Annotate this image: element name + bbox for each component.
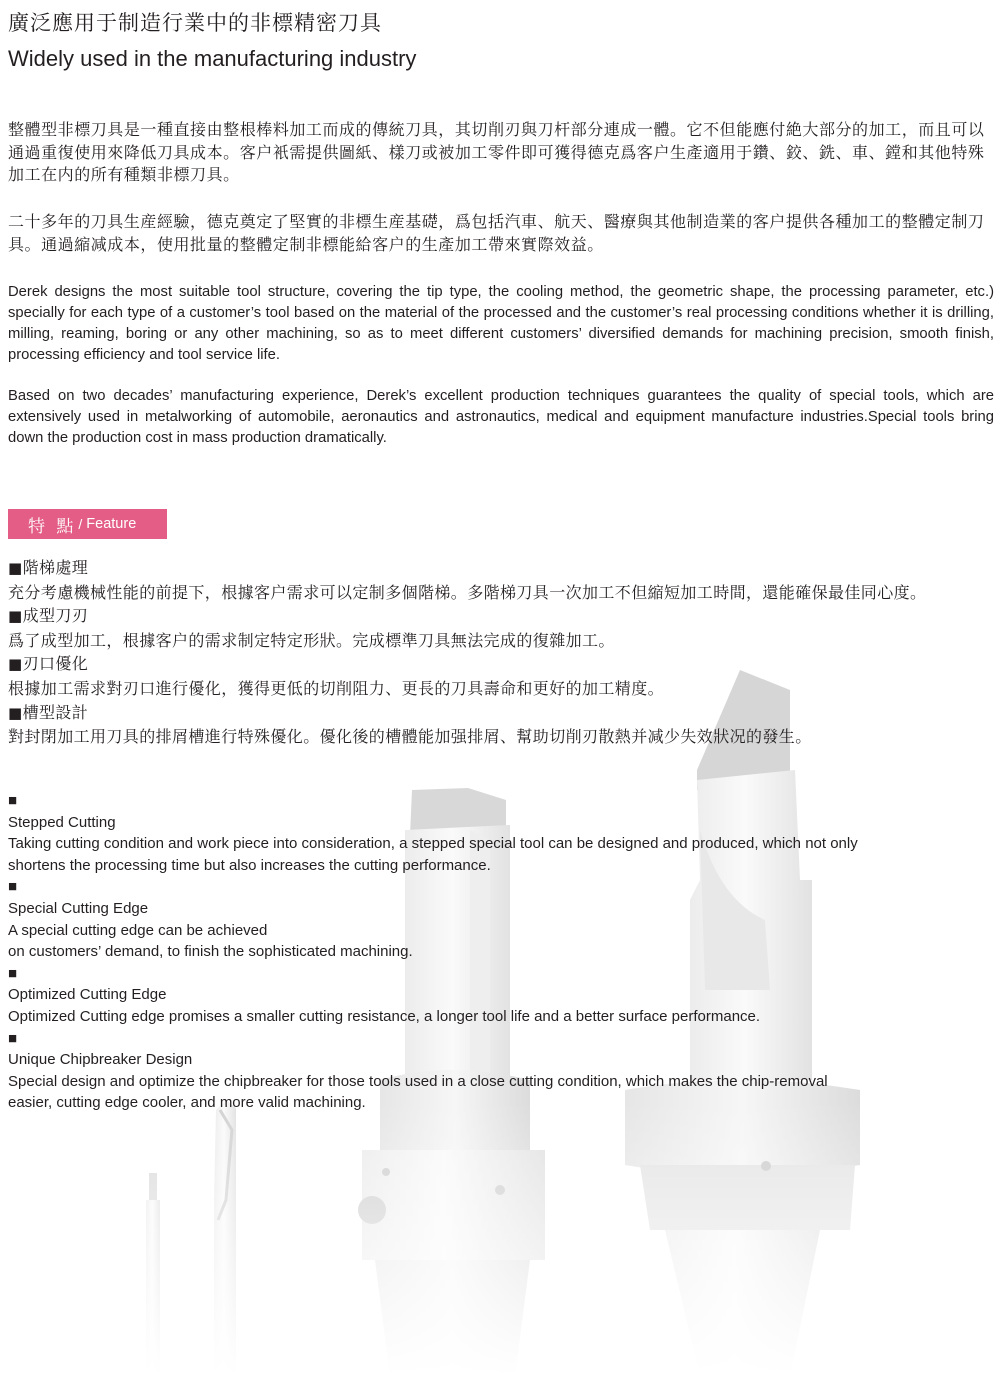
feature-badge-separator: / [78, 516, 83, 532]
bullet-square-icon: ■ [8, 1029, 18, 1047]
feature-badge-zh: 特 點 [28, 516, 77, 537]
feature-en-desc-line: Special design and optimize the chipbreaker for those tools used in a close cutting condition, which makes the chip-removal [8, 1072, 828, 1090]
feature-en-desc-line: A special cutting edge can be achieved [8, 921, 268, 939]
feature-en-desc-line: on customers’ demand, to finish the sophisticated machining. [8, 943, 413, 961]
intro-en-paragraph-1: Derek designs the most suitable tool structure, covering the tip type, the cooling method, the geometric shape, the processing parameter, etc.) specially for each type of a customer’s tool based on the material of the processed and the customer’s real processing conditions whether it is drilling, milling, reaming, boring or any other machining, so as to meet different customers’ diversified demands for machining precision, smooth finish, processing efficiency and tool service life. [8, 284, 994, 363]
bullet-square-icon: ■ [8, 964, 18, 982]
feature-en-desc-line: easier, cutting edge cooler, and more valid machining. [8, 1094, 366, 1112]
feature-zh-title: ■階梯處理 [8, 558, 89, 577]
features-en-list [8, 790, 998, 1114]
feature-zh-desc: 對封閉加工用刀具的排屑槽進行特殊優化。優化後的槽體能加强排屑、幫助切削刃散熱并减少失效狀况的發生。 [8, 727, 812, 747]
feature-en-title: ■ Optimized Cutting Edge [8, 963, 998, 1006]
feature-zh-title: ■槽型設計 [8, 702, 89, 722]
feature-zh-desc: 充分考慮機械性能的前提下，根據客户需求可以定制多個階梯。多階梯刀具一次加工不但縮短加工時間，還能確保最佳同心度。 [8, 582, 927, 602]
bullet-square-icon: ■ [8, 703, 23, 722]
feature-zh-title: ■刃口優化 [8, 654, 89, 674]
feature-en-title: ■ Stepped Cutting [8, 790, 998, 833]
feature-section-badge [8, 509, 167, 539]
feature-badge-en: Feature [86, 516, 137, 532]
intro-zh-paragraph-1: 整體型非標刀具是一種直接由整根棒料加工而成的傳統刀具，其切削刃與刀杆部分連成一體。它不但能應付絶大部分的加工，而且可以通過重復使用來降低刀具成本。客户衹需提供圖紙、樣刀或被加工零件即可獲得德克爲客户生產適用于鑽、鉸、銑、車、鏜和其他特殊加工在内的所有種類非標刀具。 [8, 120, 985, 184]
intro-en-paragraph-2: Based on two decades’ manufacturing experience, Derek’s excellent production techniques guarantees the quality of special tools, which are extensively used in metalworking of automobile, aeronautics and astronautics, medical and equipment manufacture industries.Special tools bring down the production cost in mass production dramatically. [8, 388, 994, 446]
page-title-zh: 廣泛應用于制造行業中的非標精密刀具 [8, 11, 382, 35]
bullet-square-icon: ■ [8, 559, 23, 577]
feature-en-desc-line: shortens the processing time but also increases the cutting performance. [8, 856, 491, 874]
feature-zh-desc: 根據加工需求對刃口進行優化，獲得更低的切削阻力、更長的刀具壽命和更好的加工精度。 [8, 678, 665, 698]
bullet-square-icon: ■ [8, 607, 23, 626]
feature-en-title: ■ Unique Chipbreaker Design [8, 1028, 998, 1071]
feature-en-desc-line: Taking cutting condition and work piece into consideration, a stepped special tool can be designed and produced, which not only [8, 835, 858, 853]
features-zh-list [8, 556, 998, 749]
page-title-en: Widely used in the manufacturing industry [8, 46, 417, 71]
bullet-square-icon: ■ [8, 878, 18, 896]
feature-en-title: ■ Special Cutting Edge [8, 876, 998, 919]
bullet-square-icon: ■ [8, 655, 23, 674]
feature-en-desc-line: Optimized Cutting edge promises a smaller cutting resistance, a longer tool life and a better surface performance. [8, 1007, 761, 1025]
bullet-square-icon: ■ [8, 792, 18, 809]
intro-zh-paragraph-2: 二十多年的刀具生産經驗，德克奠定了堅實的非標生産基礎，爲包括汽車、航天、醫療與其他制造業的客户提供各種加工的整體定制刀具。通過縮减成本，使用批量的整體定制非標能給客户的生產加工帶來實際效益。 [8, 212, 985, 254]
feature-zh-title: ■成型刀刃 [8, 606, 89, 626]
feature-zh-desc: 爲了成型加工，根據客户的需求制定特定形狀。完成標準刀具無法完成的復雜加工。 [8, 630, 615, 650]
